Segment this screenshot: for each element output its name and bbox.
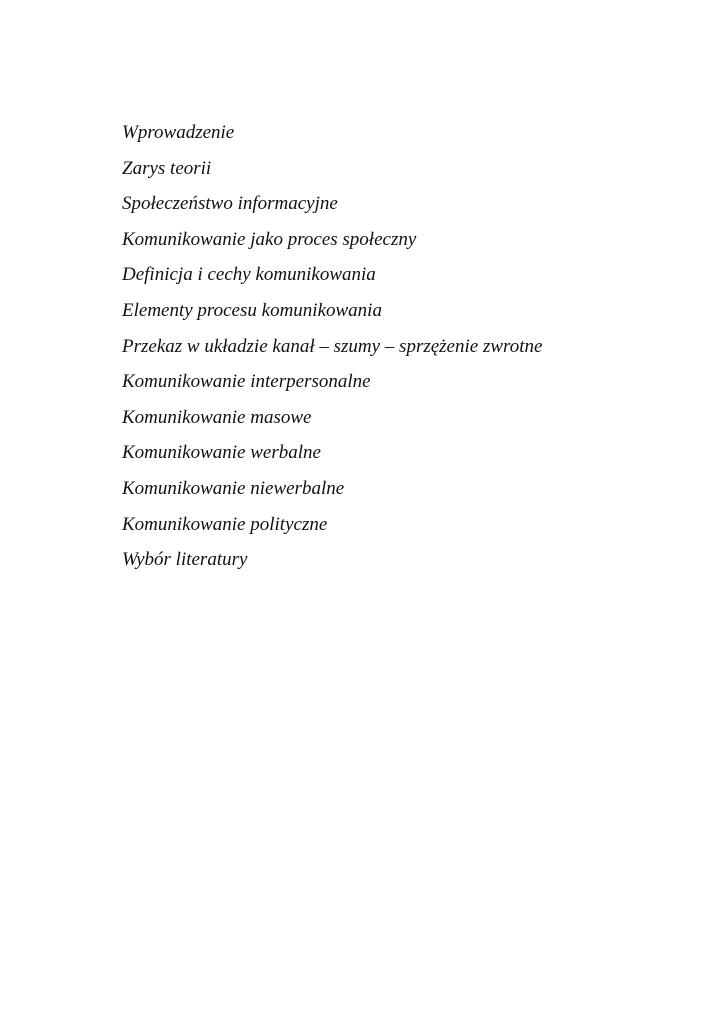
toc-item-definicja-i-cechy: Definicja i cechy komunikowania — [122, 264, 376, 286]
toc-item-masowe: Komunikowanie masowe — [122, 406, 312, 428]
toc-item-polityczne: Komunikowanie polityczne — [122, 513, 328, 535]
toc-item-wprowadzenie: Wprowadzenie — [122, 122, 235, 143]
toc-item-przekaz: Przekaz w układzie kanał – szumy – sprzężenie zwrotne — [122, 335, 543, 357]
toc-item-zarys-teorii: Zarys teorii — [122, 157, 212, 179]
toc-item-wybor-literatury: Wybór literatury — [122, 549, 248, 571]
toc-item-werbalne: Komunikowanie werbalne — [122, 442, 321, 464]
table-of-contents — [122, 119, 542, 582]
toc-item-komunikowanie-jako-proces: Komunikowanie jako proces społeczny — [122, 228, 417, 250]
toc-item-niewerbalne: Komunikowanie niewerbalne — [122, 477, 345, 499]
toc-item-spoleczenstwo-informacyjne: Społeczeństwo informacyjne — [122, 193, 338, 215]
toc-item-interpersonalne: Komunikowanie interpersonalne — [122, 371, 371, 393]
toc-item-elementy-procesu: Elementy procesu komunikowania — [122, 299, 382, 321]
